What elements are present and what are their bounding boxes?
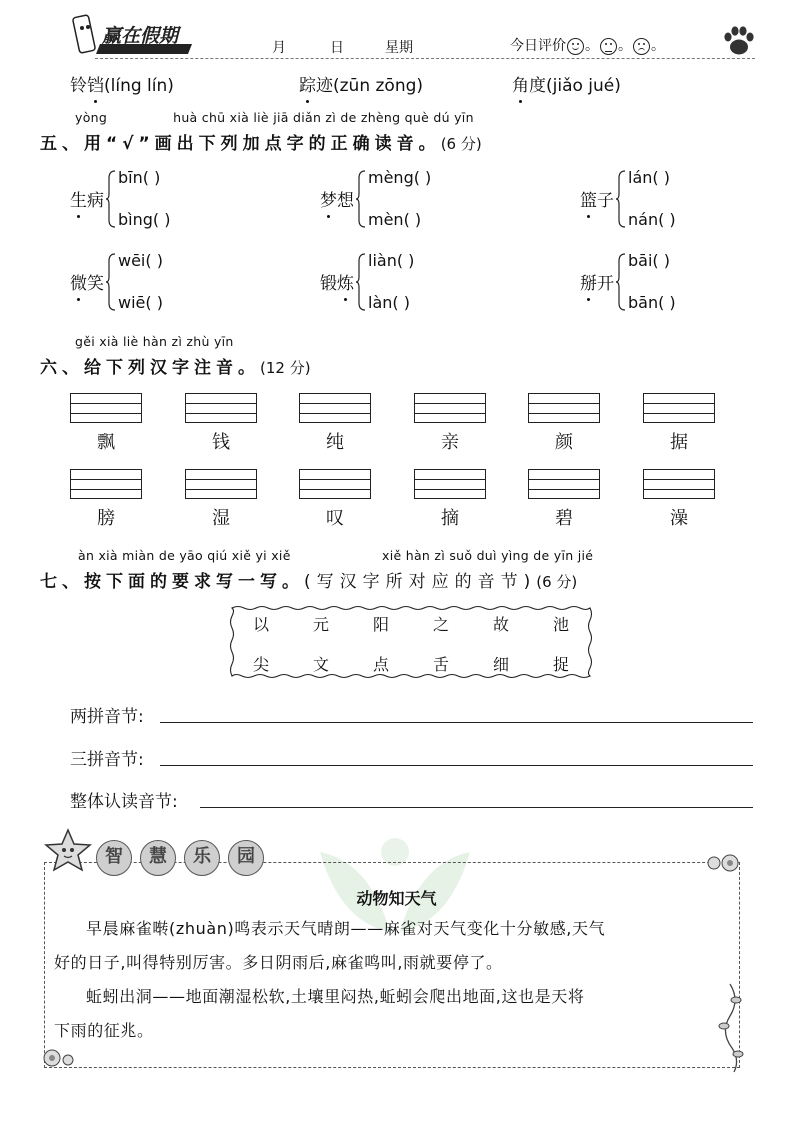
grid-char: 纯 <box>326 432 344 453</box>
frame-char: 捉 <box>553 655 570 674</box>
dotted-char: 踪 <box>299 71 316 96</box>
grid-char: 钱 <box>212 432 230 453</box>
grid-char: 据 <box>670 432 688 453</box>
option[interactable]: bìng( ) <box>118 210 171 229</box>
choice-group: 掰开 bāi( ) bān( ) <box>580 251 676 312</box>
badge-char-3: 乐 <box>184 840 220 876</box>
dotted-char: 梦 <box>320 186 337 211</box>
badge-char-4: 园 <box>228 840 264 876</box>
fill-label-whole: 整体认读音节: <box>70 792 178 812</box>
badge-char-1: 智 <box>96 840 132 876</box>
paragraph-line: 下雨的征兆。 <box>54 1021 154 1040</box>
choice-group: 篮子 lán( ) nán( ) <box>580 168 676 229</box>
option[interactable]: wiē( ) <box>118 293 163 312</box>
dotted-char: 微 <box>70 269 87 294</box>
option[interactable]: lán( ) <box>628 168 670 187</box>
grid-char: 颜 <box>555 432 573 453</box>
grid-char: 膀 <box>97 508 115 529</box>
choice-group: 梦想 mèng( ) mèn( ) <box>320 168 432 229</box>
dotted-char: 炼 <box>337 269 354 294</box>
top-word-2: 踪迹(zūn zōng) <box>299 71 423 96</box>
grid-char: 碧 <box>555 508 573 529</box>
q5-title: 五、用“√”画出下列加点字的正确读音。(6 分) <box>40 134 482 154</box>
header-rating: 今日评价 。 。 。 <box>510 38 665 54</box>
logo <box>70 14 200 60</box>
rating-label: 今日评价 <box>510 38 566 54</box>
flower-icon <box>704 852 744 874</box>
top-word-1: 铃铛(líng lín) <box>70 71 174 96</box>
fill-label-two: 两拼音节: <box>70 707 144 727</box>
answer-line-whole[interactable] <box>200 807 753 808</box>
choice-group: 锻炼 liàn( ) làn( ) <box>320 251 415 312</box>
pinyin-write-box[interactable] <box>70 469 142 499</box>
frame-char: 阳 <box>373 615 390 634</box>
frame-char: 之 <box>433 615 450 634</box>
fill-label-three: 三拼音节: <box>70 750 144 770</box>
vine-icon <box>716 980 746 1076</box>
answer-line-three[interactable] <box>160 765 753 766</box>
dotted-char: 掰 <box>580 269 597 294</box>
grid-char: 亲 <box>441 432 459 453</box>
pinyin-write-box[interactable] <box>643 393 715 423</box>
brace-icon <box>616 170 626 228</box>
brace-icon <box>106 253 116 311</box>
q7-title: 七、按下面的要求写一写。(写汉字所对应的音节)(6 分) <box>40 572 578 592</box>
option[interactable]: bāi( ) <box>628 251 670 270</box>
pinyin-write-box[interactable] <box>414 469 486 499</box>
option[interactable]: làn( ) <box>368 293 410 312</box>
pinyin-write-box[interactable] <box>70 393 142 423</box>
dotted-char: 篮 <box>580 186 597 211</box>
pinyin-write-box[interactable] <box>528 393 600 423</box>
pinyin-write-box[interactable] <box>185 469 257 499</box>
grid-char: 湿 <box>212 508 230 529</box>
flower-icon <box>40 1046 80 1070</box>
brace-icon <box>616 253 626 311</box>
q7-pinyin-left: àn xià miàn de yāo qiú xiě yi xiě <box>78 548 291 563</box>
frame-char: 点 <box>373 655 390 674</box>
grid-char: 摘 <box>441 508 459 529</box>
option[interactable]: mèng( ) <box>368 168 432 187</box>
option[interactable]: bān( ) <box>628 293 676 312</box>
frame-char: 以 <box>253 615 270 634</box>
frame-char: 文 <box>313 655 330 674</box>
paragraph-line: 好的日子,叫得特别厉害。多日阴雨后,麻雀鸣叫,雨就要停了。 <box>54 953 503 972</box>
wisdom-title: 动物知天气 <box>356 889 437 908</box>
frame-char: 尖 <box>253 655 270 674</box>
option[interactable]: bīn( ) <box>118 168 161 187</box>
option[interactable]: mèn( ) <box>368 210 422 229</box>
pinyin-write-box[interactable] <box>299 393 371 423</box>
pinyin-write-box[interactable] <box>185 393 257 423</box>
choice-group: 生病 bīn( ) bìng( ) <box>70 168 171 229</box>
pinyin-write-box[interactable] <box>528 469 600 499</box>
neutral-face-icon[interactable] <box>600 38 617 55</box>
frame-char: 池 <box>553 615 570 634</box>
pinyin-write-box[interactable] <box>414 393 486 423</box>
dotted-char: 角 <box>512 71 529 96</box>
brace-icon <box>106 170 116 228</box>
happy-face-icon[interactable] <box>567 38 584 55</box>
logo-text: 赢在假期 <box>102 25 179 47</box>
option[interactable]: nán( ) <box>628 210 676 229</box>
sad-face-icon[interactable] <box>633 38 650 55</box>
header-weekday: 星期 <box>385 40 413 56</box>
q7-pinyin-right: xiě hàn zì suǒ duì yìng de yīn jié <box>382 548 594 563</box>
brace-icon <box>356 253 366 311</box>
paragraph-line: 早晨麻雀啭(zhuàn)鸣表示天气晴朗——麻雀对天气变化十分敏感,天气 <box>86 919 606 938</box>
char-frame <box>228 604 594 680</box>
q6-title: 六、给下列汉字注音。(12 分) <box>40 358 311 378</box>
frame-char: 细 <box>493 655 510 674</box>
top-word-3: 角度(jiǎo jué) <box>512 71 621 96</box>
frame-char: 舌 <box>433 655 450 674</box>
dotted-char: 铛 <box>87 71 104 96</box>
q5-pinyin: yòng huà chū xià liè jiā diǎn zì de zhèng què dú yīn <box>75 110 474 125</box>
pinyin-write-box[interactable] <box>643 469 715 499</box>
option[interactable]: liàn( ) <box>368 251 415 270</box>
grid-char: 澡 <box>670 508 688 529</box>
paw-icon <box>722 24 756 58</box>
badge-char-2: 慧 <box>140 840 176 876</box>
dotted-char: 生 <box>70 186 87 211</box>
q6-pinyin: gěi xià liè hàn zì zhù yīn <box>75 334 234 349</box>
header-month: 月 <box>272 40 286 56</box>
frame-char: 元 <box>313 615 330 634</box>
option[interactable]: wēi( ) <box>118 251 163 270</box>
frame-char: 故 <box>493 615 510 634</box>
header-day: 日 <box>330 40 344 56</box>
brace-icon <box>356 170 366 228</box>
choice-group: 微笑 wēi( ) wiē( ) <box>70 251 163 312</box>
grid-char: 飘 <box>97 432 115 453</box>
paragraph-line: 蚯蚓出洞——地面潮湿松软,土壤里闷热,蚯蚓会爬出地面,这也是天将 <box>86 987 585 1006</box>
pinyin-write-box[interactable] <box>299 469 371 499</box>
answer-line-two[interactable] <box>160 722 753 723</box>
star-mascot-icon <box>40 826 96 874</box>
grid-char: 叹 <box>326 508 344 529</box>
